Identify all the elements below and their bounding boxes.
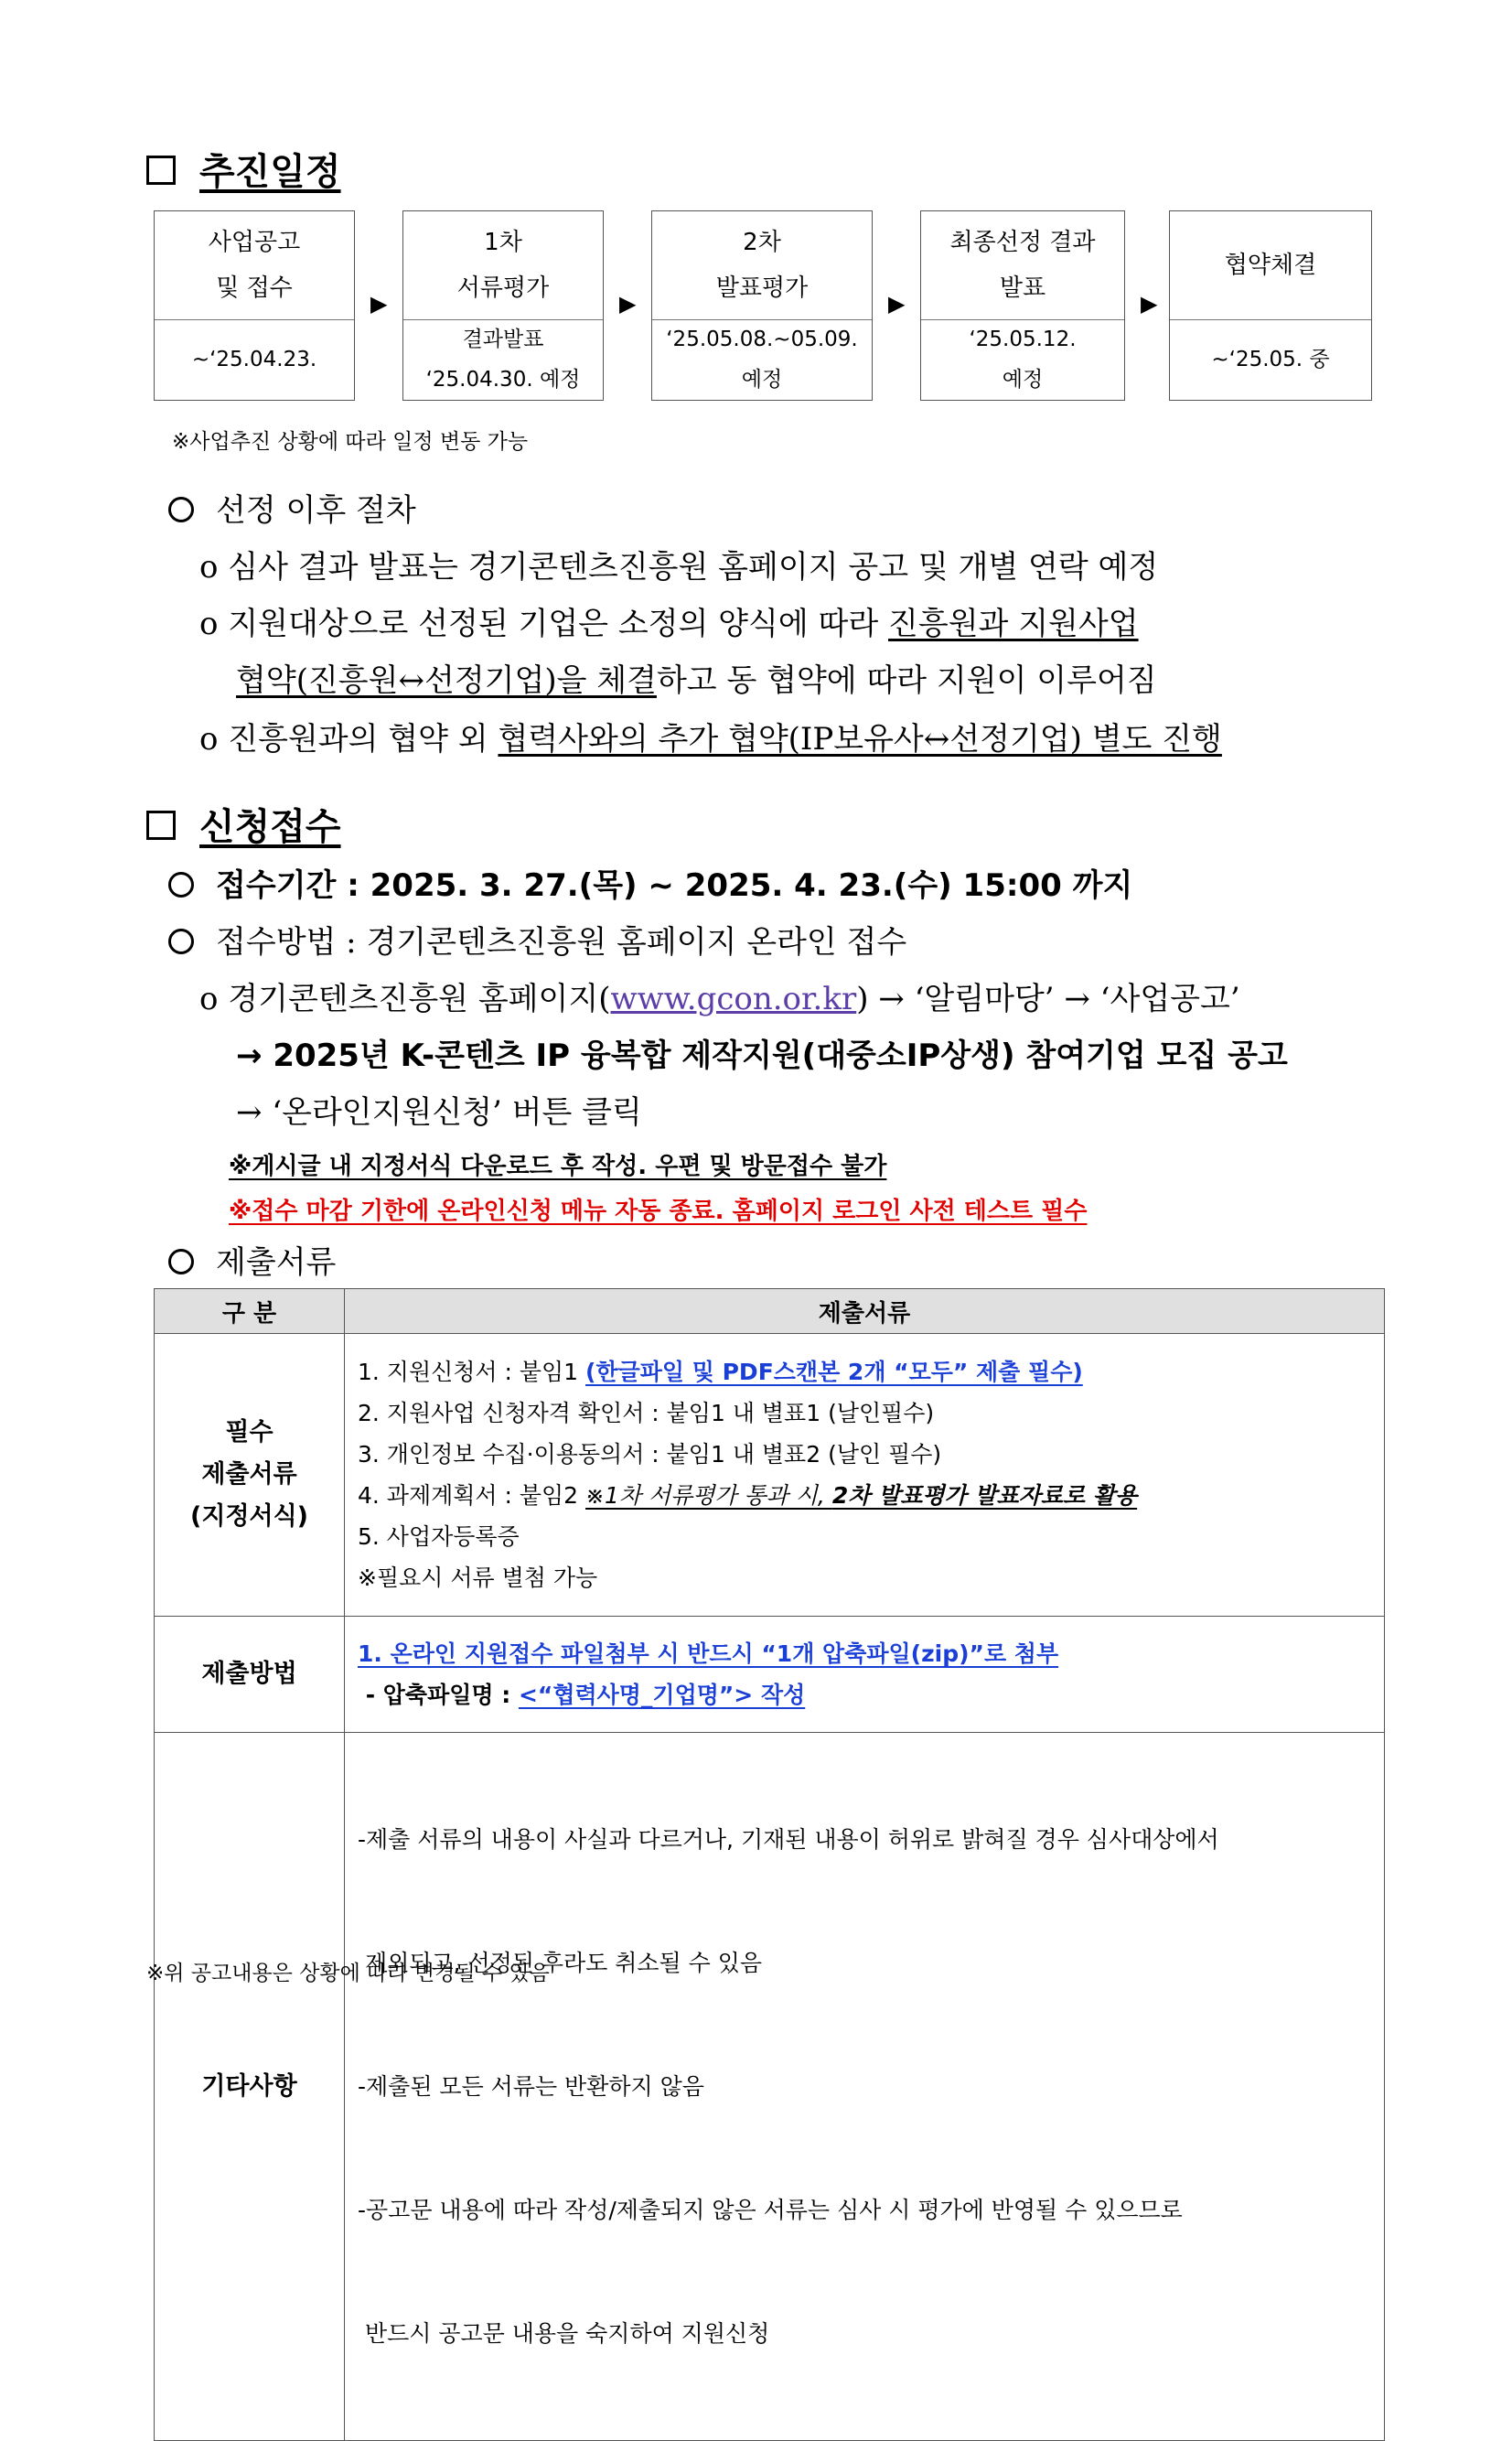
application-notice-1: ※게시글 내 지정서식 다운로드 후 작성. 우편 및 방문접수 불가 bbox=[229, 1153, 887, 1180]
table-row-etc bbox=[155, 1733, 1385, 2441]
schedule-step-5 bbox=[1169, 210, 1372, 401]
step-3-title: 2차 발표평가 bbox=[652, 211, 872, 320]
step-3-date: ‘25.05.08.~05.09. 예정 bbox=[666, 328, 858, 392]
schedule-step-1 bbox=[154, 210, 355, 401]
circle-bullet-icon bbox=[168, 497, 194, 522]
row-etc-content: -제출 서류의 내용이 사실과 다르거나, 기재된 내용이 허위로 밝혀질 경우 심사대상에서 제외되고, 선정된 후라도 취소될 수 있음 -제출된 모든 서류는 반환하지 않음 -공고문 내용에 따라 작성/제출되지 않은 서류는 심사 시 평가에 반영될 수 있으므로 반드시 공고문 내용을 숙지하여 지원신청 bbox=[345, 1733, 1385, 2441]
submission-table bbox=[154, 1288, 1385, 2441]
schedule-note: ※사업추진 상황에 따라 일정 변동 가능 bbox=[172, 430, 529, 454]
step-5-title: 협약체결 bbox=[1170, 211, 1371, 320]
application-notice-2: ※접수 마감 기한에 온라인신청 메뉴 자동 종료. 홈페이지 로그인 사전 테스트 필수 bbox=[229, 1198, 1088, 1225]
flow-arrow-icon: ▶ bbox=[370, 291, 388, 317]
row-required-content: 1. 지원신청서 : 붙임1 (한글파일 및 PDF스캔본 2개 “모두” 제출 필수) 2. 지원사업 신청자격 확인서 : 붙임1 내 별표1 (날인필수) 3. 개인정보 수집·이용동의서 : 붙임1 내 별표2 (날인 필수) 4. 과제계획서 : 붙임2 ※1차 서류평가 통과 시, 2차 발표평가 발표자료로 활용 5. 사업자등록증 ※필요시 서류 별첨 가능 bbox=[345, 1334, 1385, 1617]
after-item-2-cont: 협약(진흥원↔선정기업)을 체결하고 동 협약에 따라 지원이 이루어짐 bbox=[236, 662, 1157, 699]
square-bullet-icon bbox=[146, 811, 176, 840]
application-path-3: → ‘온라인지원신청’ 버튼 클릭 bbox=[236, 1094, 642, 1131]
square-bullet-icon bbox=[146, 156, 176, 185]
table-row-method bbox=[155, 1617, 1385, 1733]
step-2-title: 1차 서류평가 bbox=[403, 211, 603, 320]
application-path-2: → 2025년 K-콘텐츠 IP 융복합 제작지원(대중소IP상생) 참여기업 모집 공고 bbox=[236, 1038, 1288, 1074]
circle-bullet-icon bbox=[168, 1249, 194, 1274]
step-4-date: ‘25.05.12. 예정 bbox=[969, 328, 1077, 392]
flow-arrow-icon: ▶ bbox=[888, 291, 906, 317]
after-item-2: o 지원대상으로 선정된 기업은 소정의 양식에 따라 진흥원과 지원사업 bbox=[199, 606, 1139, 642]
circle-bullet-icon bbox=[168, 872, 194, 898]
circle-bullet-icon bbox=[168, 929, 194, 954]
table-row-required bbox=[155, 1334, 1385, 1617]
row-method-category: 제출방법 bbox=[155, 1617, 345, 1733]
after-item-3: o 진흥원과의 협약 외 협력사와의 추가 협약(IP보유사↔선정기업) 별도 진행 bbox=[199, 721, 1222, 758]
application-period: 접수기간 : 2025. 3. 27.(목) ~ 2025. 4. 23.(수) 15:00 까지 bbox=[168, 860, 1132, 905]
gcon-website-link[interactable]: www.gcon.or.kr bbox=[610, 981, 857, 1017]
header-category: 구 분 bbox=[155, 1289, 345, 1334]
application-method: 접수방법 : 경기콘텐츠진흥원 홈페이지 온라인 접수 bbox=[168, 917, 906, 962]
application-path-1: o 경기콘텐츠진흥원 홈페이지(www.gcon.or.kr) → ‘알림마당’ → ‘사업공고’ bbox=[199, 981, 1240, 1017]
header-documents: 제출서류 bbox=[345, 1289, 1385, 1334]
section-title-application: 신청접수 bbox=[146, 798, 341, 850]
step-1-date: ~‘25.04.23. bbox=[191, 348, 317, 371]
footer-note: ※위 공고내용은 상황에 따라 변경될 수 있음 bbox=[146, 1962, 550, 1985]
schedule-step-3 bbox=[651, 210, 873, 401]
row-method-content: 1. 온라인 지원접수 파일첨부 시 반드시 “1개 압축파일(zip)”로 첨부 - 압축파일명 : <“협력사명_기업명”> 작성 bbox=[345, 1617, 1385, 1733]
step-4-title: 최종선정 결과 발표 bbox=[921, 211, 1124, 320]
after-selection-heading: 선정 이후 절차 bbox=[168, 485, 416, 530]
after-item-1: o 심사 결과 발표는 경기콘텐츠진흥원 홈페이지 공고 및 개별 연락 예정 bbox=[199, 549, 1159, 586]
row-etc-category: 기타사항 bbox=[155, 1733, 345, 2441]
documents-heading: 제출서류 bbox=[168, 1237, 336, 1282]
table-header-row bbox=[155, 1289, 1385, 1334]
schedule-step-2 bbox=[402, 210, 604, 401]
flow-arrow-icon: ▶ bbox=[619, 291, 637, 317]
section-title-schedule: 추진일정 bbox=[146, 143, 341, 195]
step-1-title: 사업공고 및 접수 bbox=[155, 211, 354, 320]
step-2-date: 결과발표 ‘25.04.30. 예정 bbox=[425, 328, 581, 392]
schedule-step-4 bbox=[920, 210, 1125, 401]
flow-arrow-icon: ▶ bbox=[1141, 291, 1158, 317]
step-5-date: ~‘25.05. 중 bbox=[1211, 348, 1330, 371]
row-required-category: 필수 제출서류 (지정서식) bbox=[155, 1334, 345, 1617]
